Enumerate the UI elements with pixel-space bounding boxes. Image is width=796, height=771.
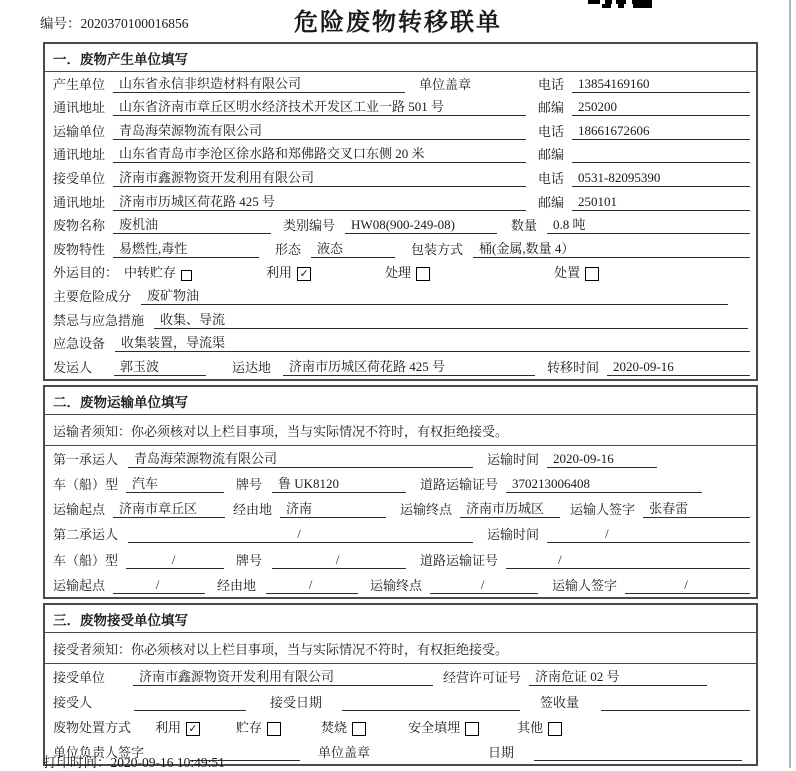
waste-name-field: 废机油 [113,214,271,234]
receiver-zip-label: 邮编 [537,194,564,210]
row-receiver-address [45,190,756,214]
transport-address-field: 山东省青岛市李沧区徐水路和郑佛路交叉口东侧 20 米 [113,143,526,163]
disposal-landfill-checkbox [465,722,479,736]
disposal-utilize-checkbox: ✓ [186,722,200,736]
route-end-field: 济南市历城区 [460,498,560,518]
producer-zip-field: 250200 [572,99,750,116]
row-waste-name [45,214,756,238]
row-second-vehicle [45,546,756,571]
disposal-store-label: 贮存 [236,719,263,735]
transport-time2-label: 运输时间 [487,527,540,543]
transport-phone-label: 电话 [537,123,564,139]
route-end2-label: 运输终点 [370,577,423,593]
row-accept-person [45,689,756,714]
carrier-sign-label: 运输人签字 [570,502,636,518]
accept-date-label: 接受日期 [270,694,323,710]
transport-unit-label: 运输单位 [53,123,106,139]
transport-zip-field [572,162,750,163]
row-producer-unit [45,72,756,96]
sign-date-field [534,760,742,761]
row-waste-traits [45,237,756,261]
disposal-utilize-label: 利用 [155,719,182,735]
second-carrier-field: / [128,526,473,543]
row-producer-address [45,96,756,120]
receiver-phone-label: 电话 [537,170,564,186]
route-via2-field: / [266,577,358,594]
transfer-time-field: 2020-09-16 [607,359,750,376]
qr-row [588,4,652,8]
section-transport [43,385,758,599]
page-right-edge [789,0,791,768]
route-start-label: 运输起点 [53,502,106,518]
emergency-equipment-field: 收集装置，导流渠 [115,332,750,352]
transport-unit-field: 青岛海荣源物流有限公司 [113,120,526,140]
waste-qty-field: 0.8 吨 [547,214,750,234]
producer-unit-label: 产生单位 [53,76,106,92]
route-start2-field: / [113,577,205,594]
purpose-storage-checkbox [181,270,192,281]
row-emergency-equipment [45,332,756,356]
plate-field: 鲁 UK8120 [272,473,406,493]
disposal-other-label: 其他 [517,719,544,735]
carrier-sign2-label: 运输人签字 [552,577,618,593]
taboo-measures-field: 收集、导流 [154,309,748,329]
road-permit2-label: 道路运输证号 [420,552,499,568]
purpose-storage-label: 中转贮存 [124,265,177,281]
row-accept-unit [45,664,756,689]
route-via-label: 经由地 [233,502,273,518]
print-time [43,751,225,771]
section-receiver-header: 三．废物接受单位填写 [45,605,756,633]
receipt-qty-field [601,710,750,711]
waste-name-label: 废物名称 [53,218,106,234]
waste-traits-label: 废物特性 [53,241,106,257]
row-disposal-method [45,714,756,739]
vehicle-type-field: 汽车 [126,473,224,493]
accept-unit-label: 接受单位 [53,669,106,685]
carrier-sign-field: 张春雷 [643,498,750,518]
serial-value: 2020370100016856 [80,16,189,31]
transport-phone-field: 18661672606 [572,123,750,140]
receiver-phone-field: 0531-82095390 [572,170,750,187]
print-time-value: 2020-09-16 10:49:51 [110,755,225,770]
row-hazard-component [45,284,756,308]
emergency-equipment-label: 应急设备 [53,336,106,352]
row-first-route [45,496,756,521]
road-permit-label: 道路运输证号 [420,477,499,493]
waste-form-field: 液态 [311,238,395,258]
print-time-label: 打印时间： [43,755,111,770]
receiver-zip-field: 250101 [572,194,750,211]
accept-person-field [134,710,246,711]
producer-address-field: 山东省济南市章丘区明水经济技术开发区工业一路 501 号 [113,96,526,116]
row-transfer-purpose [45,261,756,285]
purpose-utilize-label: 利用 [266,265,293,281]
taboo-measures-label: 禁忌与应急措施 [53,312,145,328]
disposal-landfill-label: 安全填埋 [408,719,461,735]
route-start2-label: 运输起点 [53,577,106,593]
responsible-sign-label: 单位负责人签字 [53,744,145,760]
disposal-other-checkbox [548,722,562,736]
route-end-label: 运输终点 [400,502,453,518]
receiver-unit-label: 接受单位 [53,170,106,186]
transport-address-label: 通讯地址 [53,147,106,163]
purpose-dispose-label: 处置 [554,265,581,281]
route-via-field: 济南 [280,498,386,518]
plate2-field: / [272,552,406,569]
hazard-component-field: 废矿物油 [141,285,728,305]
transporter-notice: 运输者须知：你必须核对以上栏目事项，当与实际情况不符时，有权拒绝接受。 [45,415,756,446]
waste-traits-field: 易燃性,毒性 [113,238,259,258]
purpose-dispose-checkbox [585,267,599,281]
row-shipper [45,355,756,379]
transfer-form [43,42,758,770]
transport-time2-field: / [547,526,750,543]
section-producer-header: 一．废物产生单位填写 [45,44,756,72]
waste-qty-label: 数量 [511,218,538,234]
first-carrier-label: 第一承运人 [53,451,119,467]
transport-time-field: 2020-09-16 [547,451,657,468]
shipper-label: 发运人 [53,359,93,375]
transport-zip-label: 邮编 [537,147,564,163]
qr-code-icon [588,0,652,8]
producer-unit-field: 山东省永信非织造材料有限公司 [113,73,405,93]
receiver-notice: 接受者须知：你必须核对以上栏目事项，当与实际情况不符时，有权拒绝接受。 [45,633,756,664]
packing-label: 包装方式 [411,241,464,257]
disposal-store-checkbox [267,722,281,736]
row-taboo-measures [45,308,756,332]
producer-phone-label: 电话 [537,76,564,92]
road-permit-field: 370213006408 [506,476,702,493]
page-title: 危险废物转移联单 [294,10,502,36]
row-transport-address [45,143,756,167]
purpose-treat-checkbox [416,267,430,281]
vehicle-type2-field: / [126,552,224,569]
disposal-burn-checkbox [352,722,366,736]
route-start-field: 济南市章丘区 [113,498,225,518]
producer-phone-field: 13854169160 [572,76,750,93]
section-transport-header: 二．废物运输单位填写 [45,387,756,415]
hazard-component-label: 主要危险成分 [53,288,132,304]
section-receiver [43,603,758,766]
plate2-label: 牌号 [236,552,263,568]
row-first-carrier [45,446,756,471]
accept-date-field [342,710,520,711]
route-via2-label: 经由地 [217,577,257,593]
receiver-address-field: 济南市历城区荷花路 425 号 [113,191,526,211]
license-label: 经营许可证号 [443,669,522,685]
producer-address-label: 通讯地址 [53,100,106,116]
receiver-unit-field: 济南市鑫源物资开发利用有限公司 [113,167,526,187]
row-first-vehicle [45,471,756,496]
first-carrier-field: 青岛海荣源物流有限公司 [128,448,473,468]
transport-time-label: 运输时间 [487,451,540,467]
unit-seal2-label: 单位盖章 [318,744,371,760]
row-second-carrier [45,521,756,546]
road-permit2-field: / [506,552,750,569]
purpose-utilize-checkbox: ✓ [297,267,311,281]
plate-label: 牌号 [236,477,263,493]
unit-seal-label: 单位盖章 [419,76,472,92]
purpose-treat-label: 处理 [385,265,412,281]
row-second-route [45,572,756,597]
second-carrier-label: 第二承运人 [53,527,119,543]
producer-zip-label: 邮编 [537,100,564,116]
packing-field: 桶(金属,数量 4） [473,238,750,258]
disposal-burn-label: 焚烧 [321,719,348,735]
waste-form-label: 形态 [275,241,302,257]
receiver-address-label: 通讯地址 [53,194,106,210]
waste-category-field: HW08(900-249-08) [345,217,497,234]
serial-label: 编号： [40,16,81,31]
accept-person-label: 接受人 [53,694,93,710]
route-end2-field: / [430,577,538,594]
license-field: 济南危证 02 号 [529,666,707,686]
accept-unit-field: 济南市鑫源物资开发利用有限公司 [133,666,433,686]
vehicle-type2-label: 车（船）型 [53,552,119,568]
disposal-method-label: 废物处置方式 [53,719,132,735]
receipt-qty-label: 签收量 [540,694,580,710]
destination-field: 济南市历城区荷花路 425 号 [283,356,535,376]
waste-category-label: 类别编号 [283,218,336,234]
row-transport-unit [45,119,756,143]
carrier-sign2-field: / [625,577,750,594]
row-receiver-unit [45,166,756,190]
purpose-label: 外运目的： [53,265,119,281]
vehicle-type-label: 车（船）型 [53,477,119,493]
sign-date-label: 日期 [488,744,515,760]
transfer-time-label: 转移时间 [547,359,600,375]
shipper-field: 郭玉波 [114,356,206,376]
destination-label: 运达地 [232,359,272,375]
section-producer [43,42,758,381]
